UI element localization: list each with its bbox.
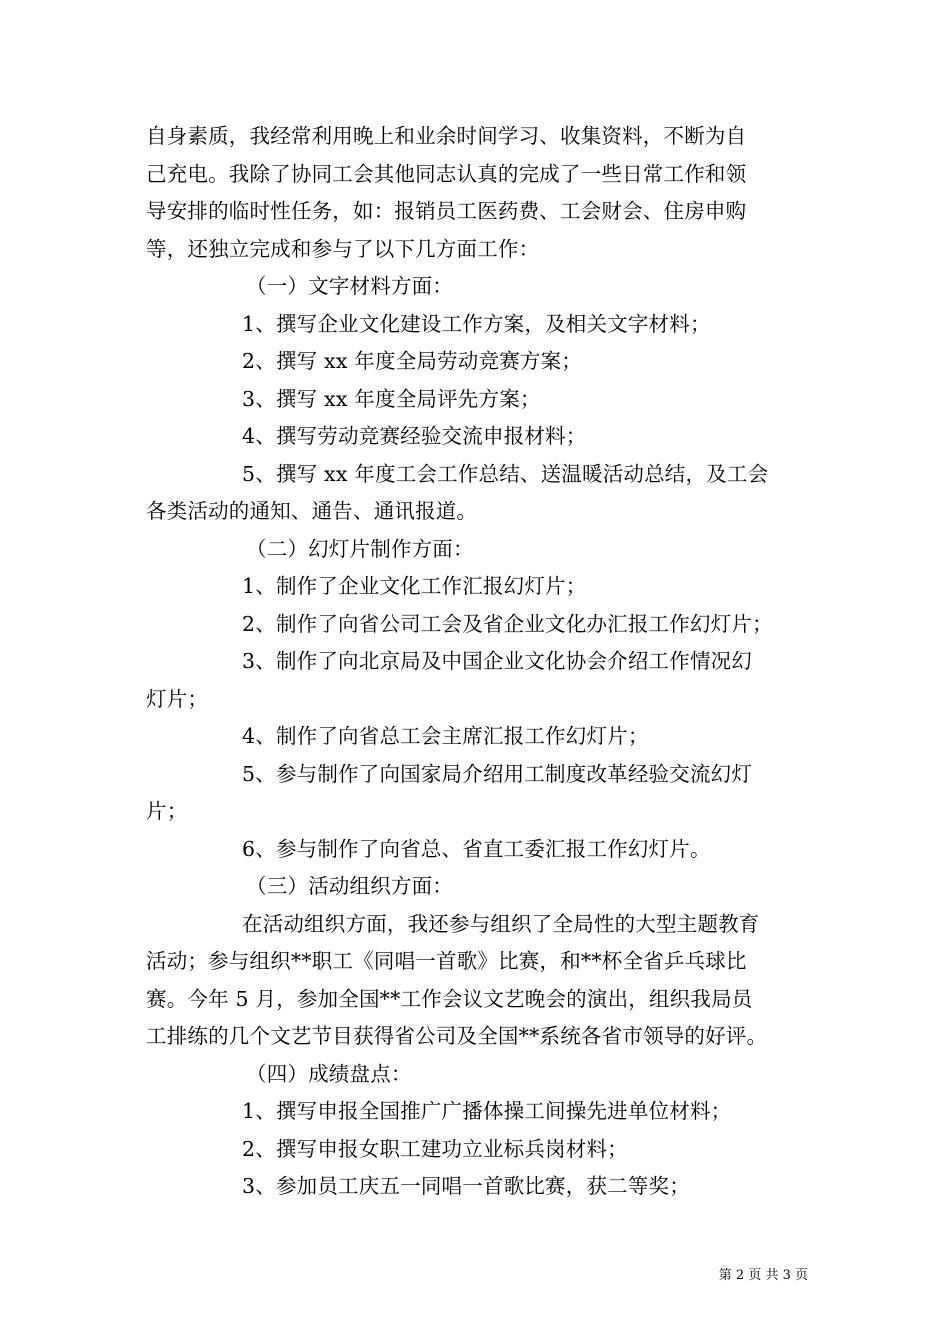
text-line: 自身素质，我经常利用晚上和业余时间学习、收集资料，不断为自 xyxy=(146,124,747,148)
list-item: 2、制作了向省公司工会及省企业文化办汇报工作幻灯片； xyxy=(242,611,773,636)
list-item: 2、撰写 xx 年度全局劳动竞赛方案； xyxy=(242,349,582,373)
list-item: 3、参加员工庆五一同唱一首歌比赛，获二等奖； xyxy=(242,1174,690,1198)
text-line: 活动；参与组织**职工《同唱一首歌》比赛，和**杯全省乒乓球比 xyxy=(146,949,747,973)
text-line: 灯片； xyxy=(146,686,209,711)
list-item: 6、参与制作了向省总、省直工委汇报工作幻灯片。 xyxy=(242,836,711,861)
list-item: 4、制作了向省总工会主席汇报工作幻灯片； xyxy=(242,724,649,748)
section-heading: （四）成绩盘点： xyxy=(246,1061,412,1086)
document-body xyxy=(146,118,816,1206)
list-item: 1、撰写企业文化建设工作方案，及相关文字材料； xyxy=(242,311,711,336)
list-item: 5、撰写 xx 年度工会工作总结、送温暖活动总结，及工会 xyxy=(242,461,769,486)
paragraph-line: 在活动组织方面，我还参与组织了全局性的大型主题教育 xyxy=(242,911,760,936)
list-item: 3、制作了向北京局及中国企业文化协会介绍工作情况幻 xyxy=(242,649,753,673)
text-line: 工排练的几个文艺节目获得省公司及全国**系统各省市领导的好评。 xyxy=(146,1024,768,1048)
list-item: 1、制作了企业文化工作汇报幻灯片； xyxy=(242,574,587,598)
section-heading: （二）幻灯片制作方面： xyxy=(246,536,474,561)
text-line: 等，还独立完成和参与了以下几方面工作： xyxy=(146,236,540,261)
text-line: 赛。今年 5 月，参加全国**工作会议文艺晚会的演出，组织我局员 xyxy=(146,986,753,1011)
list-item: 2、撰写申报女职工建功立业标兵岗材料； xyxy=(242,1136,628,1161)
list-item: 3、撰写 xx 年度全局评先方案； xyxy=(242,386,541,411)
text-line: 导安排的临时性任务，如：报销员工医药费、工会财会、住房申购 xyxy=(146,199,747,223)
text-line: 片； xyxy=(146,799,188,823)
page-footer: 第 2 页 共 3 页 xyxy=(718,1268,808,1283)
list-item: 4、撰写劳动竞赛经验交流申报材料； xyxy=(242,424,587,448)
text-line: 己充电。我除了协同工会其他同志认真的完成了一些日常工作和领 xyxy=(146,161,747,186)
list-item: 5、参与制作了向国家局介绍用工制度改革经验交流幻灯 xyxy=(242,761,753,786)
section-heading: （一）文字材料方面： xyxy=(246,274,453,298)
list-item: 1、撰写申报全国推广广播体操工间操先进单位材料； xyxy=(242,1099,732,1123)
text-line: 各类活动的通知、通告、通讯报道。 xyxy=(146,499,478,523)
section-heading: （三）活动组织方面： xyxy=(246,874,453,898)
